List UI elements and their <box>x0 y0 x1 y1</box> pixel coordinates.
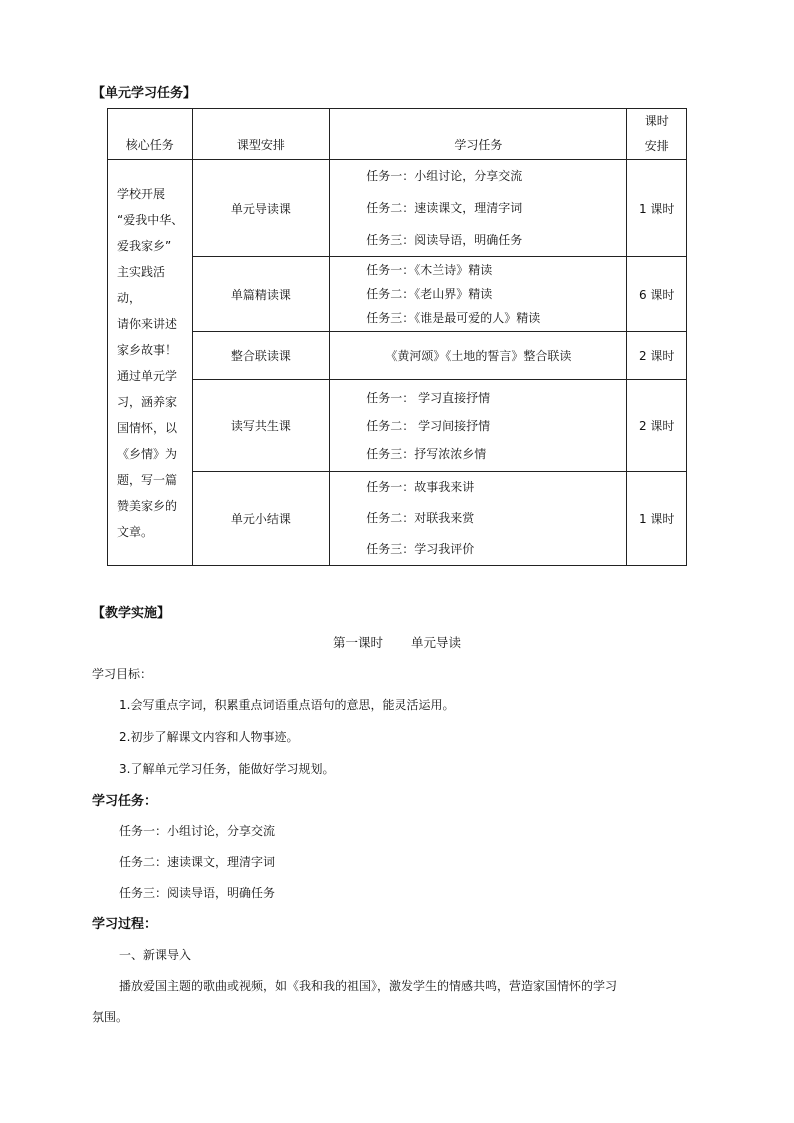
header-hours-line2: 安排 <box>644 139 669 153</box>
tasks-label: 学习任务： <box>92 794 158 809</box>
hours-cell: 2 课时 <box>627 332 687 380</box>
course-type-cell: 读写共生课 <box>192 380 330 472</box>
hours-cell: 1 课时 <box>627 160 687 257</box>
course-type-cell: 单篇精读课 <box>192 257 330 332</box>
task-item: 任务二：对联我来赏 <box>366 511 475 525</box>
course-type-cell: 单元小结课 <box>192 472 330 566</box>
core-task-line: 赞美家乡的 <box>117 498 178 513</box>
core-task-line: 文章。 <box>117 524 154 539</box>
header-hours-line1: 课时 <box>644 114 669 128</box>
tasks-cell <box>330 472 627 566</box>
hours-cell: 2 课时 <box>627 380 687 472</box>
task-item: 任务一：《木兰诗》精读 <box>366 263 493 277</box>
hours-cell: 1 课时 <box>627 472 687 566</box>
core-task-line: 主实践活动， <box>117 264 166 305</box>
task-item: 任务一：小组讨论，分享交流 <box>366 169 523 183</box>
process-label: 学习过程： <box>92 917 158 932</box>
task-item: 《黄河颂》《土地的誓言》整合联读 <box>385 349 572 363</box>
table-row <box>108 160 687 257</box>
core-task-line: 国情怀，以 <box>117 420 178 435</box>
teaching-heading: 【教学实施】 <box>92 606 171 621</box>
core-task-line: 请你来讲述 <box>117 316 178 331</box>
objective-item: 3.了解单元学习任务，能做好学习规划。 <box>119 762 335 776</box>
table-row <box>108 257 687 332</box>
task-item: 任务三：抒写浓浓乡情 <box>366 446 487 461</box>
objective-item: 1.会写重点字词，积累重点词语重点语句的意思，能灵活运用。 <box>119 698 455 712</box>
core-task-line: 习，涵养家 <box>117 394 178 409</box>
unit-task-table <box>107 108 687 566</box>
task-item: 任务二：《老山界》精读 <box>366 287 493 301</box>
header-learning-tasks: 学习任务 <box>330 109 627 160</box>
core-task-line: 家乡故事！ <box>117 342 178 357</box>
task-item: 任务一： 学习直接抒情 <box>366 390 491 405</box>
tasks-cell <box>330 160 627 257</box>
lesson-task-item: 任务一：小组讨论，分享交流 <box>119 824 276 838</box>
task-item: 任务二：速读课文，理清字词 <box>366 201 523 215</box>
table-row <box>108 332 687 380</box>
header-hours <box>627 109 687 160</box>
step1-title: 一、新课导入 <box>119 948 192 962</box>
task-item: 任务二： 学习间接抒情 <box>366 418 491 433</box>
table-header-row <box>108 109 687 160</box>
tasks-cell <box>330 380 627 472</box>
hours-cell: 6 课时 <box>627 257 687 332</box>
objectives-label: 学习目标： <box>92 667 153 681</box>
lesson-task-item: 任务二：速读课文，理清字词 <box>119 855 276 869</box>
core-task-line: 学校开展 <box>117 186 166 201</box>
task-item: 任务一：故事我来讲 <box>366 480 475 494</box>
lesson-title-left: 第一课时 <box>332 635 383 650</box>
tasks-cell <box>330 332 627 380</box>
core-task-line: 题，写一篇 <box>117 472 178 487</box>
tasks-cell <box>330 257 627 332</box>
lesson-title-right: 单元导读 <box>411 635 462 650</box>
step1-text-cont: 氛围。 <box>92 1010 129 1024</box>
core-task-line: “爱我中华、 <box>117 212 184 227</box>
lesson-task-item: 任务三：阅读导语，明确任务 <box>119 886 276 900</box>
unit-tasks-heading: 【单元学习任务】 <box>92 86 197 101</box>
task-item: 任务三：阅读导语，明确任务 <box>366 233 523 247</box>
course-type-cell: 单元导读课 <box>192 160 330 257</box>
task-item: 任务三：《谁是最可爱的人》精读 <box>366 311 541 325</box>
objective-item: 2.初步了解课文内容和人物事迹。 <box>119 730 299 744</box>
header-course-type: 课型安排 <box>192 109 330 160</box>
lesson-title <box>0 633 794 651</box>
table-row <box>108 472 687 566</box>
core-task-line: 《乡情》为 <box>117 446 178 461</box>
course-type-cell: 整合联读课 <box>192 332 330 380</box>
task-item: 任务三：学习我评价 <box>366 542 475 556</box>
core-task-line: 通过单元学 <box>117 368 178 383</box>
core-task-line: 爱我家乡” <box>117 238 172 253</box>
header-core-task: 核心任务 <box>108 109 193 160</box>
core-task-cell <box>108 160 193 566</box>
table-row <box>108 380 687 472</box>
step1-text: 播放爱国主题的歌曲或视频，如《我和我的祖国》，激发学生的情感共鸣，营造家国情怀的学习 <box>119 979 618 993</box>
